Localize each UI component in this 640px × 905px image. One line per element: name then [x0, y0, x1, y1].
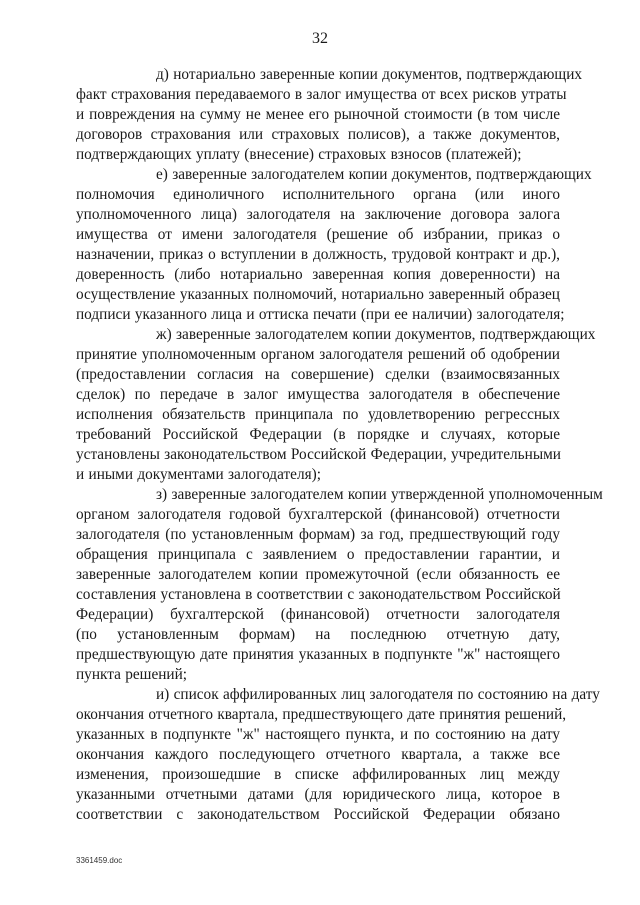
text-line: указанными отчетными датами (для юридического лица, которое в	[76, 786, 560, 803]
text-line: доверенность (либо нотариально заверенная копия доверенности) на	[76, 266, 560, 283]
text-line: сделок) по передаче в залог имущества залогодателя в обеспечение	[76, 386, 560, 403]
text-line: окончания отчетного квартала, предшествующего дате принятия решений,	[76, 706, 567, 723]
text-line: соответствии с законодательством Российской Федерации обязано	[76, 806, 560, 823]
text-line: (по установленным формам) на последнюю отчетную дату,	[76, 626, 560, 643]
footer-file-code: 3361459.doc	[76, 856, 123, 865]
text-line: д) нотариально заверенные копии документов, подтверждающих	[156, 66, 583, 83]
page-number: 32	[312, 30, 328, 47]
text-line: и повреждения на сумму не менее его рыночной стоимости (в том числе	[76, 106, 560, 123]
paragraph-e	[76, 165, 592, 325]
text-line: з) заверенные залогодателем копии утвержденной уполномоченным	[156, 486, 603, 503]
text-line: органом залогодателя годовой бухгалтерской (финансовой) отчетности	[76, 506, 560, 523]
text-line: е) заверенные залогодателем копии документов, подтверждающих	[156, 166, 592, 183]
text-line: обращения принципала с заявлением о предоставлении гарантии, и	[76, 546, 560, 563]
text-line: принятие уполномоченным органом залогодателя решений об одобрении	[76, 346, 560, 363]
text-line: подтверждающих уплату (внесение) страховых взносов (платежей);	[76, 146, 522, 163]
text-line: указанных в подпункте "ж" настоящего пункта, и по состоянию на дату	[76, 726, 560, 743]
text-line: исполнения обязательств принципала по удовлетворению регрессных	[76, 406, 560, 423]
text-line: факт страхования передаваемого в залог имущества от всех рисков утраты	[76, 86, 567, 103]
text-line: изменения, произошедшие в списке аффилированных лиц между	[76, 766, 560, 783]
text-line: полномочия единоличного исполнительного органа (или иного	[76, 186, 560, 203]
text-line: предшествующую дате принятия указанных в подпункте "ж" настоящего	[76, 646, 560, 663]
text-line: и) список аффилированных лиц залогодателя по состоянию на дату	[156, 686, 600, 703]
paragraph-zh	[76, 325, 596, 485]
document-body	[76, 65, 603, 825]
text-line: и иными документами залогодателя);	[76, 466, 321, 483]
text-line: Федерации) бухгалтерской (финансовой) отчетности залогодателя	[76, 606, 560, 623]
text-line: составления установлена в соответствии с законодательством Российской	[76, 586, 561, 603]
text-line: установлены законодательством Российской Федерации, учредительными	[76, 446, 561, 463]
text-line: осуществление указанных полномочий, нотариально заверенный образец	[76, 286, 560, 303]
text-line: назначении, приказ о вступлении в должность, трудовой контракт и др.),	[76, 246, 560, 263]
text-line: залогодателя (по установленным формам) за год, предшествующий году	[76, 526, 560, 543]
paragraph-i	[76, 685, 600, 825]
text-line: окончания каждого последующего отчетного квартала, а также все	[76, 746, 560, 763]
text-line: заверенные залогодателем копии промежуточной (если обязанность ее	[76, 566, 560, 583]
text-line: требований Российской Федерации (в порядке и случаях, которые	[76, 426, 560, 443]
text-line: ж) заверенные залогодателем копии документов, подтверждающих	[156, 326, 596, 343]
text-line: договоров страхования или страховых полисов), а также документов,	[76, 126, 560, 143]
text-line: пункта решений;	[76, 666, 188, 683]
paragraph-d	[76, 65, 583, 165]
paragraph-z	[76, 485, 603, 685]
text-line: подписи указанного лица и оттиска печати (при ее наличии) залогодателя;	[76, 306, 565, 323]
text-line: имущества от имени залогодателя (решение об избрании, приказ о	[76, 226, 560, 243]
text-line: (предоставлении согласия на совершение) сделки (взаимосвязанных	[76, 366, 560, 383]
text-line: уполномоченного лица) залогодателя на заключение договора залога	[76, 206, 560, 223]
